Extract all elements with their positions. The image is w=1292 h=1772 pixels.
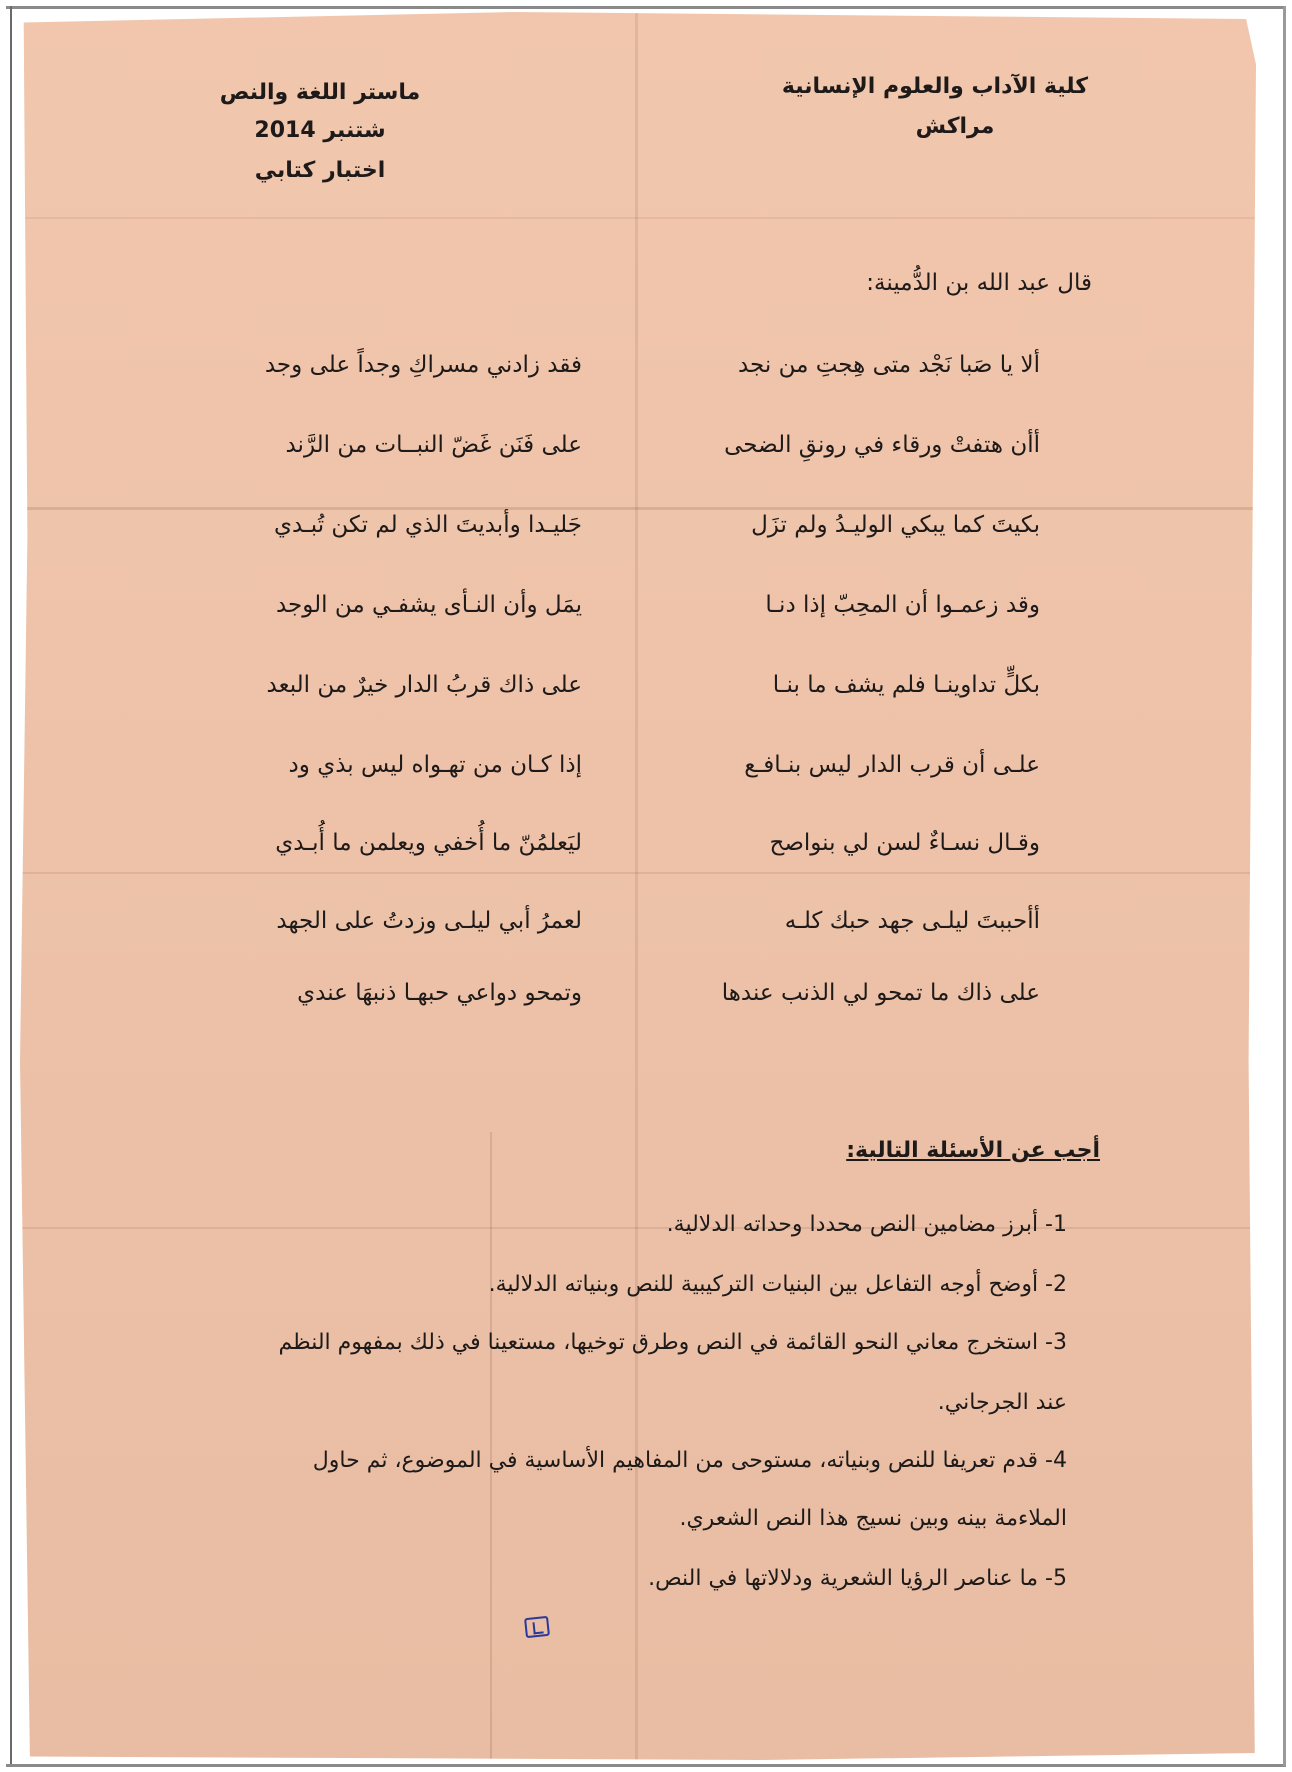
fold-crease (20, 217, 1256, 219)
question-1: 1- أبرز مضامين النص محددا وحداته الدلالية. (666, 1212, 1067, 1237)
verse-second-hemistich: على فَنَن غَضّ النبــات من الرَّند (285, 432, 582, 458)
verse-second-hemistich: فقد زادني مسراكِ وجداً على وجد (264, 352, 582, 378)
verse-first-hemistich: وقـال نسـاءٌ لسن لي بنواصح (769, 830, 1040, 856)
verse-first-hemistich: أأن هتفتْ ورقاء في رونقِ الضحى (724, 432, 1040, 458)
fold-crease (20, 872, 1256, 874)
question-4-continued: الملاءمة بينه وبين نسيج هذا النص الشعري. (679, 1506, 1067, 1531)
verse-second-hemistich: جَليـدا وأبديتَ الذي لم تكن تُبـدي (273, 512, 582, 538)
verse-first-hemistich: وقد زعمـوا أن المحِبّ إذا دنـا (765, 592, 1040, 618)
exam-type: اختبار كتابي (254, 158, 386, 183)
fold-crease (20, 507, 1256, 510)
question-4: 4- قدم تعريفا للنص وبنياته، مستوحى من المفاهيم الأساسية في الموضوع، ثم حاول (312, 1448, 1067, 1473)
handwritten-mark-icon (524, 1616, 550, 1638)
verse-first-hemistich: ألا يا صَبا نَجْد متى هِجتِ من نجد (737, 352, 1040, 378)
frame-border-top (6, 6, 1286, 9)
verse-first-hemistich: على ذاك ما تمحو لي الذنب عندها (721, 980, 1040, 1006)
verse-second-hemistich: ليَعلمُنّ ما أُخفي ويعلمن ما أُبـدي (275, 830, 582, 856)
faculty-name: كلية الآداب والعلوم الإنسانية (781, 74, 1089, 99)
verse-first-hemistich: علـى أن قرب الدار ليس بنـافـع (744, 752, 1040, 778)
verse-first-hemistich: بكيتَ كما يبكي الوليـدُ ولم تزَل (751, 512, 1040, 538)
program-name: ماستر اللغة والنص (219, 80, 421, 105)
question-3-continued: عند الجرجاني. (937, 1390, 1067, 1415)
verse-second-hemistich: يمَل وأن النـأى يشفـي من الوجد (275, 592, 582, 618)
question-5: 5- ما عناصر الرؤيا الشعرية ودلالاتها في النص. (648, 1566, 1067, 1591)
verse-first-hemistich: بكلٍّ تداوينـا فلم يشف ما بنـا (772, 672, 1040, 698)
fold-crease (635, 12, 638, 1760)
fold-crease (20, 1227, 1256, 1229)
verse-second-hemistich: لعمرُ أبي ليلـى وزدتُ على الجهد (276, 908, 582, 934)
question-3: 3- استخرج معاني النحو القائمة في النص وطرق توخيها، مستعينا في ذلك بمفهوم النظم (278, 1330, 1067, 1355)
verse-second-hemistich: على ذاك قربُ الدار خيرٌ من البعد (266, 672, 582, 698)
frame-border-right (1283, 6, 1286, 1766)
verse-first-hemistich: أأحببتَ ليلـى جهد حبك كلـه (784, 908, 1040, 934)
frame-border-left (10, 6, 12, 1766)
question-2: 2- أوضح أوجه التفاعل بين البنيات التركيبية للنص وبنياته الدلالية. (488, 1272, 1067, 1297)
verse-second-hemistich: إذا كـان من تهـواه ليس بذي ود (288, 752, 582, 778)
poem-intro: قال عبد الله بن الدُّمينة: (866, 270, 1092, 296)
exam-date: شتنبر 2014 (254, 118, 386, 143)
city-name: مراكش (915, 114, 995, 139)
verse-second-hemistich: وتمحو دواعي حبهـا ذنبهَا عندي (297, 980, 582, 1006)
questions-title: أجب عن الأسئلة التالية: (846, 1138, 1100, 1163)
frame-border-bottom (6, 1764, 1286, 1767)
